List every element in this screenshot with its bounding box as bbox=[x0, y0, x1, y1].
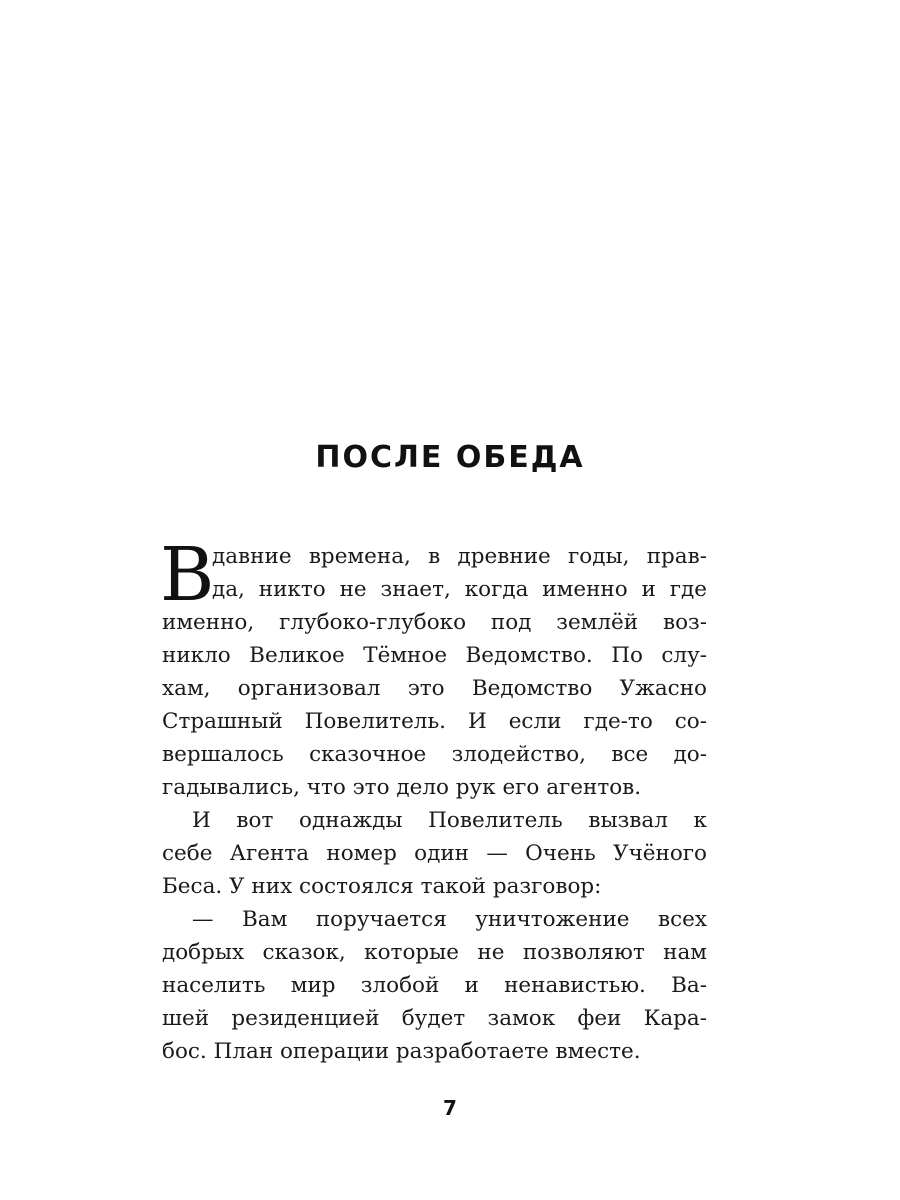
text-line: именно, глубоко-глубоко под землёй воз- bbox=[162, 610, 707, 635]
text-line: бос. План операции разработаете вместе. bbox=[162, 1039, 641, 1064]
text-line: — Вам поручается уничтожение всех bbox=[192, 907, 707, 932]
text-line: никло Великое Тёмное Ведомство. По слу- bbox=[162, 643, 707, 668]
text-line: вершалось сказочное злодейство, все до- bbox=[162, 742, 707, 767]
page-number: 7 bbox=[443, 1096, 457, 1120]
text-line: себе Агента номер один — Очень Учёного bbox=[162, 841, 707, 866]
text-line: населить мир злобой и ненавистью. Ва- bbox=[162, 973, 707, 998]
text-line: И вот однажды Повелитель вызвал к bbox=[192, 808, 707, 833]
drop-cap: В bbox=[160, 532, 215, 618]
text-line: добрых сказок, которые не позволяют нам bbox=[162, 940, 707, 965]
text-line: давние времена, в древние годы, прав- bbox=[212, 544, 707, 569]
text-line: да, никто не знает, когда именно и где bbox=[212, 577, 707, 602]
text-line: Беса. У них состоялся такой разговор: bbox=[162, 874, 602, 899]
text-line: гадывались, что это дело рук его агентов. bbox=[162, 775, 642, 800]
text-line: хам, организовал это Ведомство Ужасно bbox=[162, 676, 707, 701]
chapter-title: ПОСЛЕ ОБЕДА bbox=[315, 440, 585, 475]
body-text bbox=[160, 532, 707, 1068]
text-line: Страшный Повелитель. И если где-то со- bbox=[162, 709, 707, 734]
text-line: шей резиденцией будет замок феи Кара- bbox=[162, 1006, 707, 1031]
